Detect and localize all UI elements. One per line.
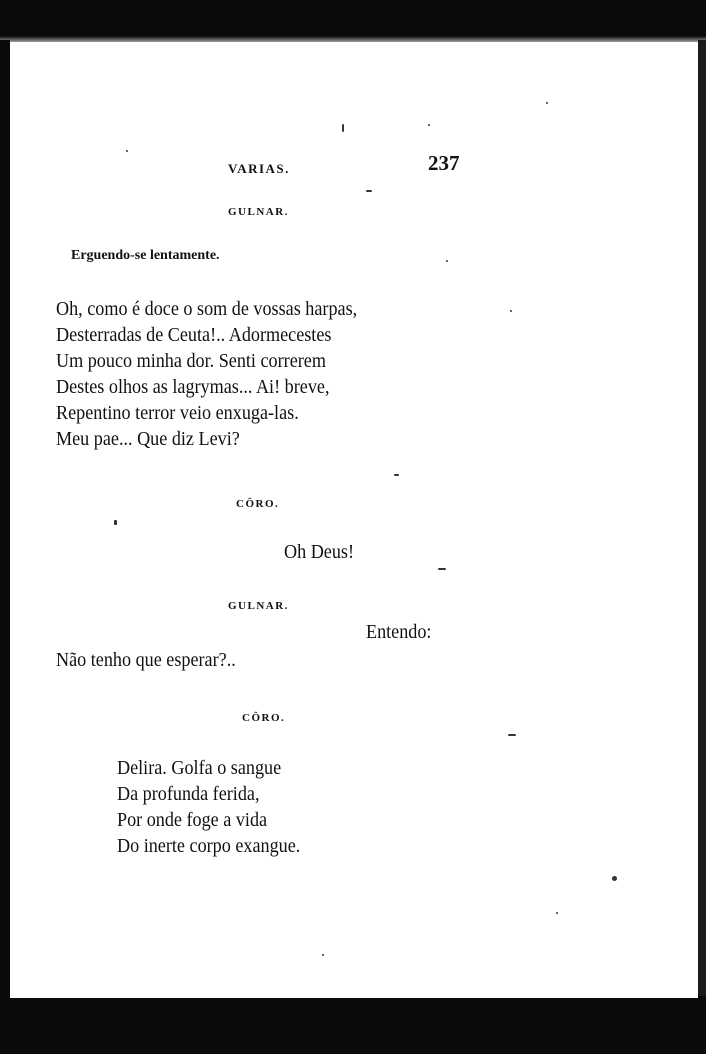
running-head: VARIAS. [228,161,290,176]
speaker-name: CÔRO. [242,712,286,724]
scan-border-bottom [0,996,706,1054]
verse-line: Meu pae... Que diz Levi? [56,429,240,450]
verse-line: Oh Deus! [284,542,355,563]
verse-line: Entendo: [366,622,432,643]
verse-line: Por onde foge a vida [117,810,268,831]
scan-speck [510,310,512,312]
scan-speck [612,876,617,881]
book-page [10,42,698,998]
speaker-name: GULNAR. [228,600,289,612]
verse-line: Um pouco minha dor. Senti correrem [56,351,326,372]
scan-border-left [0,40,10,1000]
scan-speck [394,474,399,476]
verse-line: Não tenho que esperar?.. [56,650,236,671]
verse-line: Destes olhos as lagrymas... Ai! breve, [56,377,330,398]
scan-speck [446,260,448,262]
scan-speck [438,568,446,570]
scan-speck [546,102,548,104]
scan-speck [114,520,117,525]
stage-direction: Erguendo-se lentamente. [71,248,220,263]
verse-line: Delira. Golfa o sangue [117,758,282,779]
scan-speck [556,912,558,914]
speaker-name: GULNAR. [228,206,289,218]
scan-border-right [698,40,706,1000]
scan-speck [508,734,516,736]
verse-line: Repentino terror veio enxuga-las. [56,403,299,424]
verse-line: Oh, como é doce o som de vossas harpas, [56,299,358,320]
verse-line: Da profunda ferida, [117,784,260,805]
verse-line: Do inerte corpo exangue. [117,836,301,857]
speaker-name: CÔRO. [236,498,280,510]
scan-speck [366,190,372,192]
scan-speck [342,124,344,132]
page-number: 237 [428,151,460,175]
verse-line: Desterradas de Ceuta!.. Adormecestes [56,325,332,346]
scan-speck [126,150,128,152]
scan-speck [322,954,324,956]
scan-speck [428,124,430,126]
